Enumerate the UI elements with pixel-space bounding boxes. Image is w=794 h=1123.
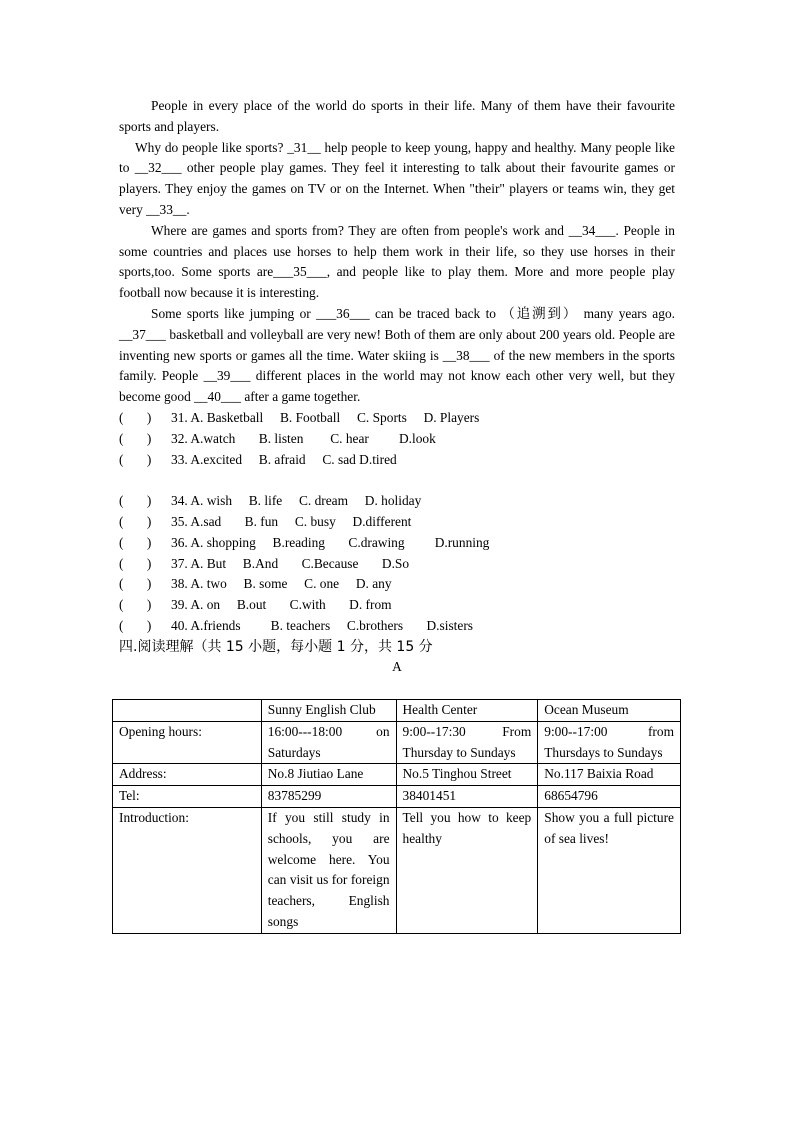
blank-line	[119, 470, 675, 491]
question-text: 38. A. two B. some C. one D. any	[171, 576, 392, 592]
table-cell: Tell you how to keep healthy	[396, 807, 538, 933]
answer-blank[interactable]: ( )	[119, 555, 152, 571]
answer-blank[interactable]: ( )	[119, 597, 152, 613]
answer-blank[interactable]: ( )	[119, 576, 152, 592]
question-35	[119, 512, 675, 533]
question-37	[119, 554, 675, 575]
table-cell: 38401451	[396, 786, 538, 808]
question-text: 31. A. Basketball B. Football C. Sports D. Players	[171, 409, 480, 425]
table-row	[113, 786, 681, 808]
question-36	[119, 533, 675, 554]
answer-blank[interactable]: ( )	[119, 617, 152, 633]
row-label: Address:	[113, 764, 262, 786]
table-row	[113, 807, 681, 933]
passage-paragraph-4: Some sports like jumping or ___36___ can be traced back to （追溯到） many years ago. __37___ basketball and volleyball are very new! Both of them are only about 200 years old. People are inventing new sports or games all the time. Water skiing is __38___ of the new members in the sports family. People __39___ different places in the world may not know each other very well, but they become good __40___ after a game together.	[119, 305, 675, 405]
section-title: 四.阅读理解（共 15 小题，每小题 1 分，共 15 分	[119, 638, 433, 655]
table-cell: No.8 Jiutiao Lane	[261, 764, 396, 786]
answer-blank[interactable]: ( )	[119, 409, 152, 425]
question-34	[119, 491, 675, 512]
cloze-questions-a	[119, 408, 675, 470]
question-33	[119, 450, 675, 471]
question-text: 33. A.excited B. afraid C. sad D.tired	[171, 451, 397, 467]
table-cell: 16:00---18:00 on Saturdays	[261, 721, 396, 764]
table-cell: 83785299	[261, 786, 396, 808]
table-header-row	[113, 700, 681, 722]
passage-paragraph-3: Where are games and sports from? They are often from people's work and __34___. People in some countries and places use horses to help them work in their life, so they use horses in their sports,too. Some sports are___35___, and people like to play them. More and more people play football now because it is interesting.	[119, 222, 675, 301]
table-header-cell: Health Center	[396, 700, 538, 722]
question-39	[119, 595, 675, 616]
answer-blank[interactable]: ( )	[119, 513, 152, 529]
answer-blank[interactable]: ( )	[119, 430, 152, 446]
question-31	[119, 408, 675, 429]
table-row	[113, 721, 681, 764]
question-32	[119, 429, 675, 450]
passage-paragraph-2: Why do people like sports? _31__ help people to keep young, happy and healthy. Many people like to __32___ other people play games. They feel it interesting to talk about their favourite games or players. They enjoy the games on TV or on the Internet. When "their" players or teams win, they get very __33__.	[119, 139, 675, 217]
answer-blank[interactable]: ( )	[119, 493, 152, 509]
row-label: Opening hours:	[113, 721, 262, 764]
question-38	[119, 574, 675, 595]
question-text: 34. A. wish B. life C. dream D. holiday	[171, 493, 422, 509]
row-label: Tel:	[113, 786, 262, 808]
question-text: 35. A.sad B. fun C. busy D.different	[171, 513, 412, 529]
row-label: Introduction:	[113, 807, 262, 933]
table-cell: No.5 Tinghou Street	[396, 764, 538, 786]
table-cell: 68654796	[538, 786, 681, 808]
question-text: 39. A. on B.out C.with D. from	[171, 597, 392, 613]
info-table	[112, 699, 681, 934]
question-40	[119, 616, 675, 637]
question-text: 32. A.watch B. listen C. hear D.look	[171, 430, 436, 446]
table-header-cell: Sunny English Club	[261, 700, 396, 722]
table-cell	[113, 700, 262, 722]
document-page	[119, 96, 675, 676]
cloze-questions-b	[119, 491, 675, 637]
question-text: 40. A.friends B. teachers C.brothers D.sisters	[171, 617, 473, 633]
answer-blank[interactable]: ( )	[119, 534, 152, 550]
part-label: A	[392, 658, 402, 674]
table-cell: Show you a full picture of sea lives!	[538, 807, 681, 933]
table-header-cell: Ocean Museum	[538, 700, 681, 722]
table-cell: 9:00--17:00 from Thursdays to Sundays	[538, 721, 681, 764]
table-cell: If you still study in schools, you are welcome here. You can visit us for foreign teachers, English songs	[261, 807, 396, 933]
answer-blank[interactable]: ( )	[119, 451, 152, 467]
passage-paragraph-1: People in every place of the world do sports in their life. Many of them have their favourite sports and players.	[119, 98, 675, 134]
table-cell: No.117 Baixia Road	[538, 764, 681, 786]
table-row	[113, 764, 681, 786]
question-text: 36. A. shopping B.reading C.drawing D.running	[171, 534, 490, 550]
question-text: 37. A. But B.And C.Because D.So	[171, 555, 410, 571]
table-cell: 9:00--17:30 From Thursday to Sundays	[396, 721, 538, 764]
